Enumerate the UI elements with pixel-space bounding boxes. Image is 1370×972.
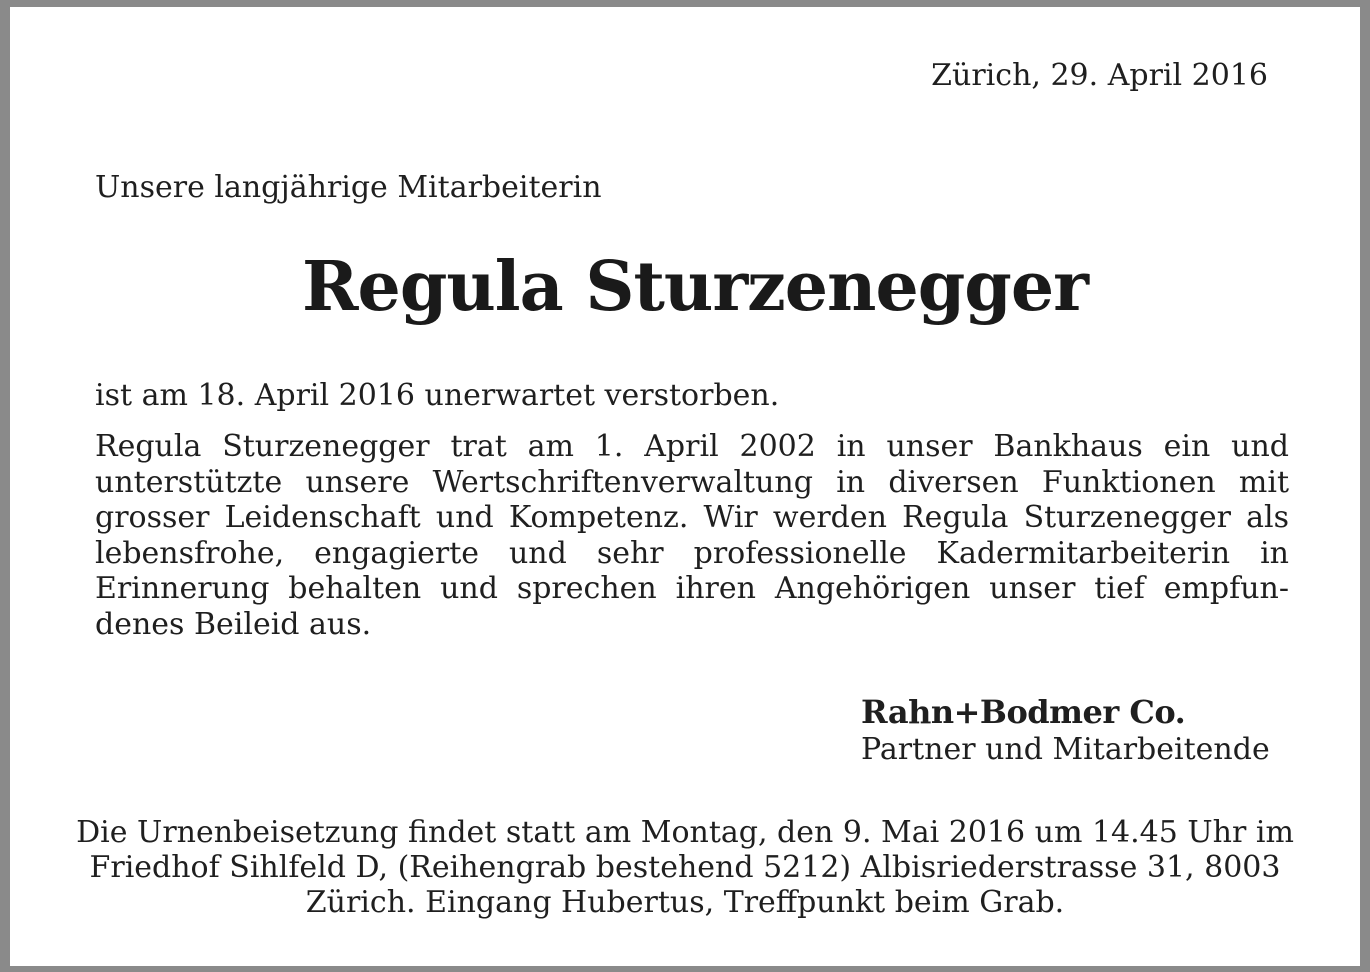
- signature-block: [861, 693, 1270, 769]
- intro-line: Unsere langjährige Mitarbeiterin: [95, 170, 602, 205]
- company-name: Rahn+Bodmer Co.: [861, 693, 1186, 731]
- funeral-info: Die Urnenbeisetzung findet statt am Montag, den 9. Mai 2016 um 14.45 Uhr im Friedhof Sihlfeld D, (Reihengrab bestehend 5212) Albisriederstrasse 31, 8003 Zürich. Eingang Hubertus, Treffpunkt beim Grab.: [76, 815, 1294, 920]
- deceased-name: Regula Sturzenegger: [302, 247, 1088, 327]
- date-line: Zürich, 29. April 2016: [931, 58, 1268, 93]
- passed-line: ist am 18. April 2016 unerwartet verstorben.: [95, 378, 780, 413]
- body-paragraph: Regula Sturzenegger trat am 1. April 2002 in unser Bankhaus ein und unterstützte unsere Wertschriftenverwaltung in diversen Funktionen mit grosser Leidenschaft und Kompetenz. Wir werden Regula Sturzenegger als lebensfrohe, engagierte und sehr professionelle Kadermitarbeiterin in Erinnerung behalten und sprechen ihren Angehörigen unser tief empfundenes Beileid aus.: [95, 429, 1289, 642]
- company-subtitle: Partner und Mitarbeitende: [861, 732, 1270, 767]
